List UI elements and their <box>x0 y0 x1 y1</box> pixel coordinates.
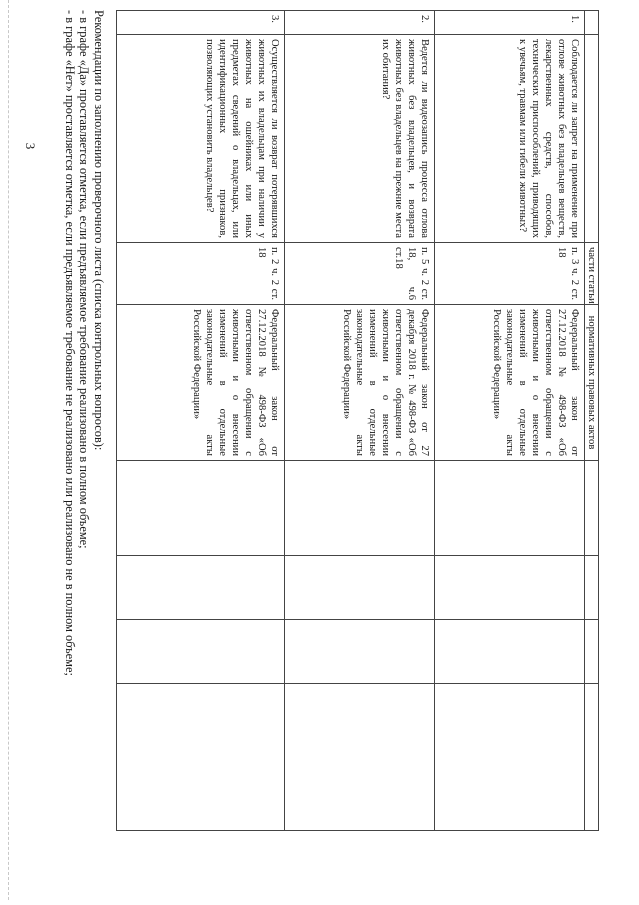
cell-no[interactable] <box>435 556 585 620</box>
cell-article: п. 2 ч. 2 ст. 18 <box>117 243 285 305</box>
page-edge-line <box>8 0 9 900</box>
notes-heading: Рекомендации по заполнению проверочного листа (списка контрольных вопросов): <box>92 10 106 451</box>
cell-act: Федеральный закон от 27.12.2018 № 498-ФЗ «Об ответственном обращении с животными и о внесении изменений в отдельные законодательные акты Российской Федерации» <box>117 305 285 461</box>
filling-recommendations <box>63 10 107 890</box>
cell-comment[interactable] <box>435 684 585 831</box>
cell-no[interactable] <box>285 556 435 620</box>
cell-na[interactable] <box>285 620 435 684</box>
cell-num: 2. <box>285 11 435 35</box>
table-row-header-continuation <box>585 11 599 831</box>
cell-no[interactable] <box>117 556 285 620</box>
cell-question <box>585 35 599 243</box>
cell-question: Ведется ли видеозапись процесса отлова животных без владельцев, и возврата животных без владельцев на прежние места их обитания? <box>285 35 435 243</box>
table-row <box>285 11 435 831</box>
cell-question: Соблюдается ли запрет на применение при отлове животных без владельцев веществ, лекарственных средств, способов, технических приспособлений, приводящих к увечьям, травмам или гибели животных? <box>435 35 585 243</box>
cell-yes[interactable] <box>435 461 585 556</box>
cell-num <box>585 11 599 35</box>
cell-comment[interactable] <box>117 684 285 831</box>
table-row <box>435 11 585 831</box>
page-number: 3 <box>23 142 38 150</box>
notes-yes-rule: - в графе «Да» проставляется отметка, если предъявляемое требование реализовано в полном объеме; <box>77 10 92 549</box>
cell-article: части статьи <box>585 243 599 305</box>
cell-na[interactable] <box>435 620 585 684</box>
cell-num: 1. <box>435 11 585 35</box>
cell-yes[interactable] <box>285 461 435 556</box>
notes-no-rule: - в графе «Нет» проставляется отметка, если предъявляемое требование не реализовано или реализовано не в полном объеме; <box>63 10 77 676</box>
cell-no[interactable] <box>585 556 599 620</box>
cell-comment[interactable] <box>585 684 599 831</box>
cell-num: 3. <box>117 11 285 35</box>
cell-comment[interactable] <box>285 684 435 831</box>
cell-yes[interactable] <box>585 461 599 556</box>
checklist-table <box>116 10 599 831</box>
cell-na[interactable] <box>117 620 285 684</box>
cell-question: Осуществляется ли возврат потерявшихся животных их владельцам при наличии у животных на ошейниках или иных предметах сведений о владельцах, или идентификационных признаков, позволяющих установить владельцев? <box>117 35 285 243</box>
cell-na[interactable] <box>585 620 599 684</box>
table-row <box>117 11 285 831</box>
cell-yes[interactable] <box>117 461 285 556</box>
cell-act: Федеральный закон от 27 декабря 2018 г. № 498-ФЗ «Об ответственном обращении с животными и о внесении изменений в отдельные законодательные акты Российской Федерации» <box>285 305 435 461</box>
cell-article: п. 3 ч. 2 ст. 18 <box>435 243 585 305</box>
cell-act: Федеральный закон от 27.12.2018 № 498-ФЗ «Об ответственном обращении с животными и о внесении изменений в отдельные законодательные акты Российской Федерации» <box>435 305 585 461</box>
cell-article: п. 5 ч. 2 ст. 18, ч.6 ст.18 <box>285 243 435 305</box>
cell-act: нормативных правовых актов <box>585 305 599 461</box>
